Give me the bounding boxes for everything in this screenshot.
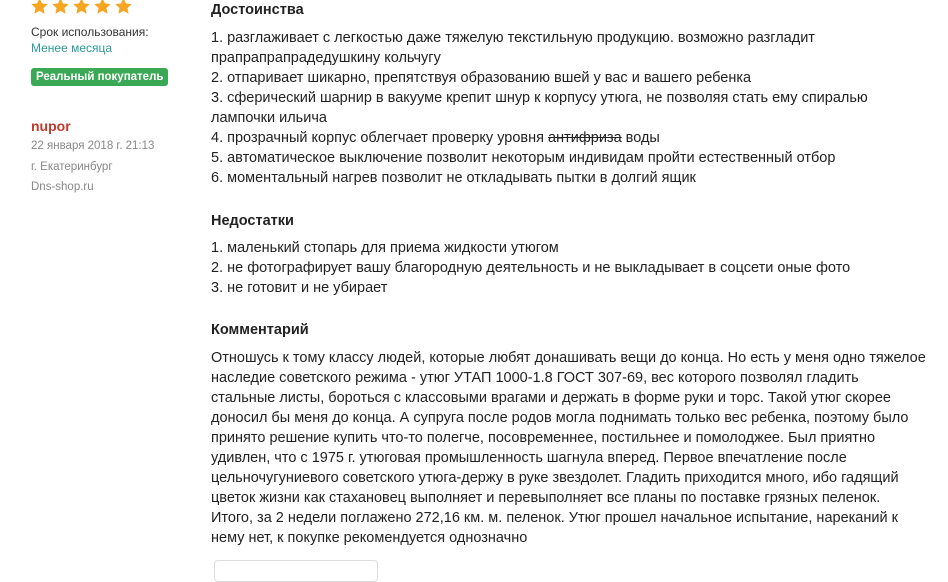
strikethrough-text: антифриза: [548, 130, 622, 146]
pros-line: лампочки ильича: [211, 110, 327, 126]
comment-line: доносил бы меня до конца. А супруга после родов могла поднимать только вес ребенка, поэтому было: [211, 410, 909, 426]
pros-line: прапрапрапрадедушкину кольчугу: [211, 50, 441, 66]
comment-line: наследие советского режима - утюг УТАП 1000-1.8 ГОСТ 307-69, вес которого позволял гладить: [211, 370, 859, 386]
pros-line-text: воды: [621, 130, 660, 146]
cons-line: 3. не готовит и не убирает: [211, 280, 388, 296]
comment-line: удивлен, что с 1975 г. утюговая промышленность шагнула вперед. Первое впечатление после: [211, 450, 847, 466]
comment-line: стальные листы, бороться с классовыми врагами и держать в форме руки и торс. Такой утюг скорее: [211, 390, 891, 406]
pros-line: 2. отпаривает шикарно, препятствуя образованию вшей у вас и вашего ребенка: [211, 70, 752, 86]
pros-line: 5. автоматическое выключение позволит некоторым индивидам пройти естественный отбор: [211, 150, 836, 166]
pros-line-text: 4. прозрачный корпус облегчает проверку уровня: [211, 130, 549, 146]
rating-stars: [30, 0, 133, 19]
pros-line: 6. моментальный нагрев позволит не откладывать пытки в долгий ящик: [211, 170, 696, 186]
cons-heading: Недостатки: [211, 213, 294, 229]
star-icon: [72, 0, 91, 16]
comment-line: цельночугуниевого советского утюга-держу в руке звездолет. Гладить приходится много, ибо гадящий: [211, 470, 899, 486]
pros-line: [211, 128, 660, 148]
cons-line: 1. маленький стопарь для приема жидкости утюгом: [211, 240, 559, 256]
verified-buyer-badge: Реальный покупатель: [31, 68, 168, 86]
review-action-button[interactable]: [214, 560, 378, 582]
usage-label: Срок использования:: [31, 25, 149, 39]
comment-line: нему нет, к покупке рекомендуется однозначно: [211, 530, 528, 546]
star-icon: [30, 0, 49, 16]
review-date: 22 января 2018 г. 21:13: [31, 140, 155, 152]
comment-line: цветок жизни как стахановец выполняет и перевыполняет все планы по поставке грязных пеленок.: [211, 490, 881, 506]
pros-line: 3. сферический шарнир в вакууме крепит шнур к корпусу утюга, не позволяя стать ему спиралью: [211, 90, 868, 106]
comment-heading: Комментарий: [211, 322, 309, 338]
cons-line: 2. не фотографирует вашу благородную деятельность и не выкладывает в соцсети оные фото: [211, 260, 851, 276]
star-icon: [51, 0, 70, 16]
pros-line: 1. разглаживает с легкостью даже тяжелую текстильную продукцию. возможно разгладит: [211, 30, 815, 46]
pros-heading: Достоинства: [211, 2, 304, 18]
star-icon: [93, 0, 112, 16]
star-icon: [114, 0, 133, 16]
reviewer-username[interactable]: nupor: [31, 118, 71, 134]
comment-line: принято решение купить что-то полегче, посовременнее, постильнее и помолоджее. Был приятно: [211, 430, 876, 446]
comment-line: Итого, за 2 недели поглажено 272,16 км. м. пеленок. Утюг прошел начальное испытание, нареканий к: [211, 510, 898, 526]
usage-value: Менее месяца: [31, 41, 113, 55]
comment-line: Отношусь к тому классу людей, которые любят донашивать вещи до конца. Но есть у меня одно тяжелое: [211, 350, 926, 366]
reviewer-city: г. Екатеринбург: [31, 161, 113, 173]
review-source: Dns-shop.ru: [31, 181, 94, 193]
